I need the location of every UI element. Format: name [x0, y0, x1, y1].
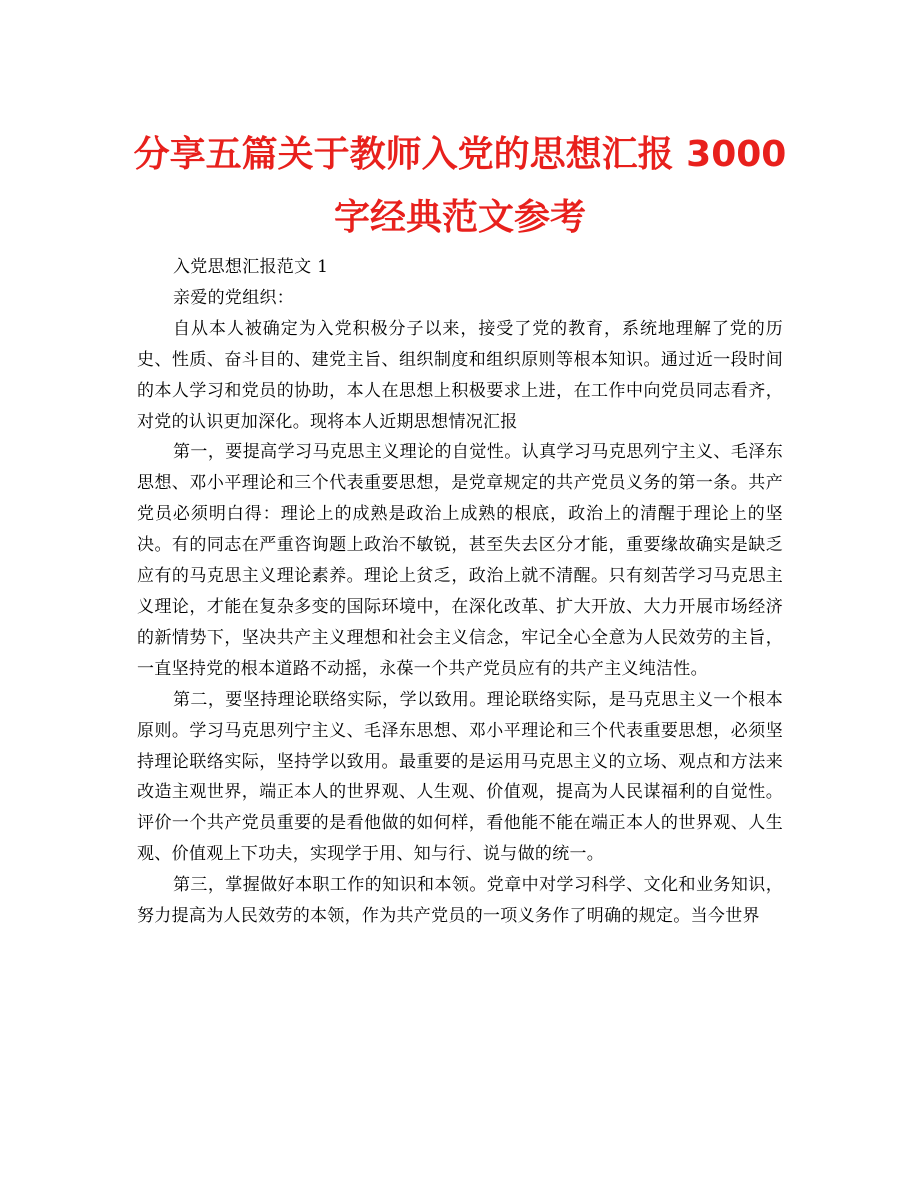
salutation: 亲爱的党组织： [173, 287, 295, 308]
paragraph-second: 第二，要坚持理论联络实际，学以致用。理论联络实际，是马克思主义一个根本原则。学习马克思列宁主义、毛泽东思想、邓小平理论和三个代表重要思想，必须坚持理论联络实际，坚持学以致用。最重要的是运用马克思主义的立场、观点和方法来改造主观世界，端正本人的世界观、人生观、价值观，提高为人民谋福利的自觉性。评价一个共产党员重要的是看他做的如何样，看他能不能在端正本人的世界观、人生观、价值观上下功夫，实现学于用、知与行、说与做的统一。 [137, 689, 783, 865]
section-heading: 入党思想汇报范文 1 [173, 257, 329, 277]
paragraph-intro: 自从本人被确定为入党积极分子以来，接受了党的教育，系统地理解了党的历史、性质、奋斗目的、建党主旨、组织制度和组织原则等根本知识。通过近一段时间的本人学习和党员的协助，本人在思想上积极要求上进，在工作中向党员同志看齐，对党的认识更加深化。现将本人近期思想情况汇报 [137, 318, 783, 432]
document-title-line-2: 字经典范文参考 [333, 197, 586, 238]
paragraph-third: 第三，掌握做好本职工作的知识和本领。党章中对学习科学、文化和业务知识，努力提高为人民效劳的本领，作为共产党员的一项义务作了明确的规定。当今世界 [137, 875, 783, 927]
document-title-line-1: 分享五篇关于教师入党的思想汇报 3000 [133, 134, 787, 175]
paragraph-first: 第一，要提高学习马克思主义理论的自觉性。认真学习马克思列宁主义、毛泽东思想、邓小平理论和三个代表重要思想，是党章规定的共产党员义务的第一条。共产党员必须明白得：理论上的成熟是政治上成熟的根底，政治上的清醒于理论上的坚决。有的同志在严重咨询题上政治不敏锐，甚至失去区分才能，重要缘故确实是缺乏应有的马克思主义理论素养。理论上贫乏，政治上就不清醒。只有刻苦学习马克思主义理论，才能在复杂多变的国际环境中，在深化改革、扩大开放、大力开展市场经济的新情势下，坚决共产主义理想和社会主义信念，牢记全心全意为人民效劳的主旨，一直坚持党的根本道路不动摇，永葆一个共产党员应有的共产主义纯洁性。 [137, 442, 783, 679]
document-body [137, 252, 783, 932]
